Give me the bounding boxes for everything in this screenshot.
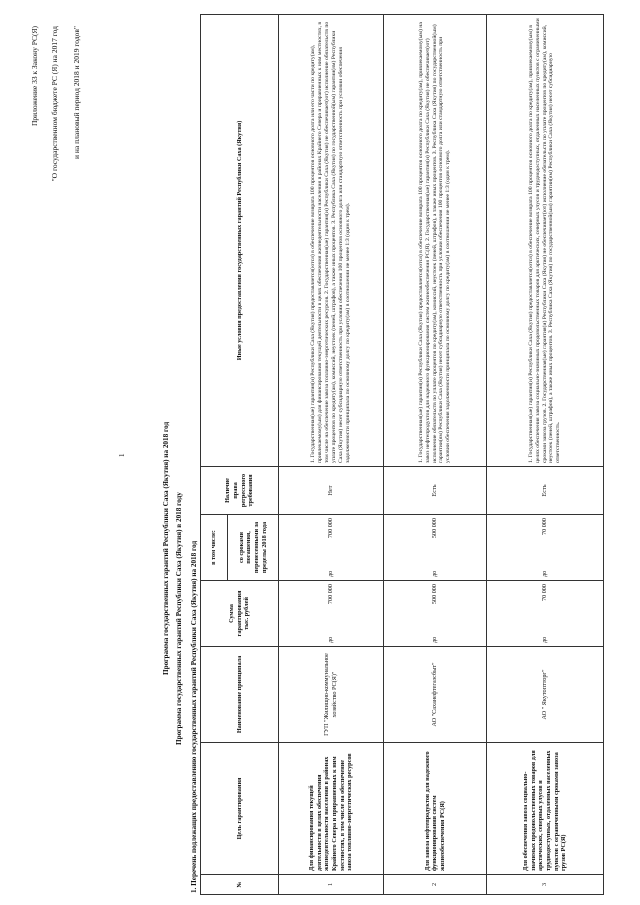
row-extension-cell xyxy=(279,515,384,581)
table-row xyxy=(384,15,487,895)
row-purpose: Для финансирования текущей деятельности в целях обеспечения жизнедеятельности населения в районах Крайнего Севера и приравненных к ним местностях, в том числе на обеспечение завоза топливно-энергетических ресурсов xyxy=(279,743,384,875)
row-amount-prefix: до xyxy=(541,636,549,643)
header-principal: Наименование принципала xyxy=(201,647,279,743)
section-title: 1. Перечень подлежащих предоставлению государственных гарантий Республики Саха (Якутия) на 2018 год xyxy=(190,540,198,893)
row-principal: ГУП "Жилищно-коммунальное хозяйство РС(Я)" xyxy=(279,647,384,743)
row-regress: Нет xyxy=(279,467,384,515)
row-regress: Есть xyxy=(487,467,604,515)
header-num: № xyxy=(201,875,279,895)
row-extension-cell xyxy=(487,515,604,581)
row-principal: АО " Якутоптторг" xyxy=(487,647,604,743)
row-extension: 500 000 xyxy=(431,518,439,539)
appendix-line-2: "О государственном бюджете РС (Я) на 2017 год xyxy=(50,26,59,182)
row-conditions: 1. Государственная(ые) гарантия(и) Республики Саха (Якутия) предоставляется(ются) в обеспечение возврата 100 процентов основного долга по кредиту(ам), привлекаемому(ым) на завоз нефтепродуктов для надежного функционирования систем жизнеобеспечения РС(Я). 2. Государственная(ые) гарантия(и) Республики Саха (Якутия) не обеспечивает(ют) исполнение обязательств по уплате процентов по кредиту(ам), комиссий, неустоек (пеней, штрафов), а также иных процентов. 3. Республика Саха (Якутия) по государственной(ым) гарантии(ям) Республики Саха (Якутия) несет субсидиарную ответственность при условии обеспечения 100 процентов основного долга или стандартную ответственность при условии обеспечения задолженности принципала по основному долгу по кредиту(ам) в соотношении не менее 1:3 (один к трем). xyxy=(384,15,487,467)
header-in-that: в том числе: xyxy=(201,515,228,581)
row-extension-prefix: до xyxy=(431,570,439,577)
row-conditions: 1. Государственная(ые) гарантия(и) Республики Саха (Якутия) предоставляется(ются) в обеспечение возврата 100 процентов основного долга или его части по кредиту(ам), привлекаемому(ым) для финансирования текущей деятельности в целях обеспечения жизнедеятельности населения в районах Крайнего Севера и приравненных к ним местностях, в том числе на обеспечение завоза топливно-энергетических ресурсов. 2. Государственная(ые) гарантия(и) Республики Саха (Якутия) не обеспечивает(ют) исполнение обязательств по уплате процентов по кредиту(ам), комиссий, неустоек (пеней, штрафов), а также иных процентов. 3. Республика Саха (Якутия) по государственной(ым) гарантии(ям) Республики Саха (Якутия) несет субсидиарную ответственность при условии обеспечения 100 процентов основного долга или стандартную ответственность при условии обеспечения задолженности принципала по основному долгу по кредиту(ам) в соотношении не менее 1:3 (один к трем). xyxy=(279,15,384,467)
row-extension: 700 000 xyxy=(327,518,335,539)
row-amount: 70 000 xyxy=(541,584,549,602)
header-purpose: Цель гарантирования xyxy=(201,743,279,875)
header-regress: Наличие права регрессного требования xyxy=(201,467,279,515)
row-amount-prefix: до xyxy=(327,636,335,643)
appendix-line-3: и на плановый период 2018 и 2019 годов" xyxy=(72,26,81,159)
row-extension-cell xyxy=(384,515,487,581)
row-purpose: Для обеспечения завоза социально-значимых продовольственных товаров для арктических, северных улусов и труднодоступных, отдаленных населенных пунктов с ограниченными сроками завоза грузов РС(Я) xyxy=(487,743,604,875)
row-amount-cell xyxy=(279,581,384,647)
header-extension: со сроками погашения, перенесенными за пределы 2018 года xyxy=(228,515,279,581)
row-amount-cell xyxy=(384,581,487,647)
program-subtitle: Программа государственных гарантий Республики Саха (Якутия) в 2018 году xyxy=(175,492,183,745)
row-extension-prefix: до xyxy=(541,570,549,577)
row-amount-prefix: до xyxy=(431,636,439,643)
row-num: 3 xyxy=(487,875,604,895)
appendix-line-1: Приложение 33 к Закону РС(Я) xyxy=(30,26,39,127)
guarantees-table xyxy=(200,14,604,895)
row-amount: 700 000 xyxy=(327,584,335,605)
page-mark: 1 xyxy=(118,453,126,457)
table-row xyxy=(279,15,384,895)
row-amount-cell xyxy=(487,581,604,647)
header-conditions: Иные условия предоставления государственных гарантий Республики Саха (Якутия) xyxy=(201,15,279,467)
row-conditions: 1. Государственная(ые) гарантия(и) Республики Саха (Якутия) предоставляется(ются) в обеспечение возврата 100 процентов основного долга по кредиту(ам), привлекаемому(ым) в целях обеспечения завоза социально-значимых продовольственных товаров для арктических, северных улусов и труднодоступных, отдаленных населенных пунктов с ограниченными сроками завоза грузов. 2. Государственная(ые) гарантия(и) Республики Саха (Якутия) не обеспечивает(ют) исполнение обязательств по уплате процентов по кредиту(ам), комиссий, неустоек (пеней, штрафов), а также иных процентов. 3. Республика Саха (Якутия) по государственной(ым) гарантии(ям) Республики Саха (Якутия) несет субсидиарную ответственность. xyxy=(487,15,604,467)
table-row xyxy=(487,15,604,895)
row-purpose: Для завоза нефтепродуктов для надежного функционирования систем жизнеобеспечения РС(Я) xyxy=(384,743,487,875)
row-extension: 70 000 xyxy=(541,518,549,536)
row-principal: АО "Саханефтегазсбыт" xyxy=(384,647,487,743)
row-num: 1 xyxy=(279,875,384,895)
row-extension-prefix: до xyxy=(327,570,335,577)
row-regress: Есть xyxy=(384,467,487,515)
program-title: Программа государственных гарантий Республики Саха (Якутия) на 2018 год xyxy=(162,421,170,675)
header-amount: Сумма гарантирования тыс. рублей xyxy=(201,581,279,647)
table-header-row xyxy=(201,15,228,895)
row-amount: 500 000 xyxy=(431,584,439,605)
row-num: 2 xyxy=(384,875,487,895)
